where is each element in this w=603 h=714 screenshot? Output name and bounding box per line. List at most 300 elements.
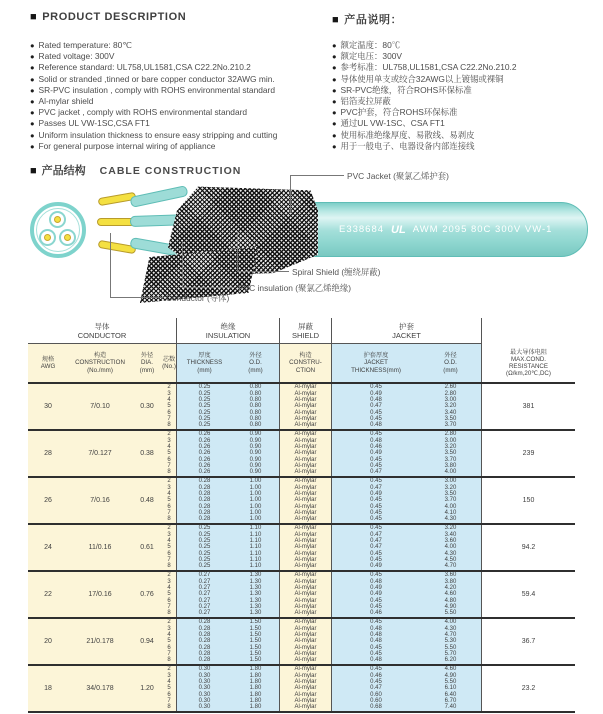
jacket-od-cell-value: 4.50 bbox=[444, 557, 457, 564]
column-header-cell bbox=[420, 344, 482, 382]
jacket-thickness-cell bbox=[332, 478, 420, 523]
insulation-od-cell-value: 1.10 bbox=[249, 544, 262, 551]
group-header-text: JACKET bbox=[392, 330, 421, 340]
jacket-od-cell-value: 4.90 bbox=[444, 672, 457, 679]
jacket-thickness-cell-value: 0.45 bbox=[370, 678, 382, 685]
group-header-cell bbox=[28, 318, 177, 344]
desc-item-en-text: For general purpose internal wiring of appliance bbox=[38, 140, 216, 151]
construction-cell: 7/0.16 bbox=[68, 478, 132, 523]
circle-bullet-icon: ● bbox=[30, 63, 35, 73]
cores-cell-value: 4 bbox=[167, 678, 171, 685]
cores-cell-value: 7 bbox=[167, 557, 171, 564]
jacket-od-cell-value: 5.70 bbox=[444, 651, 457, 658]
shield-construction-cell-value: Al-mylar bbox=[294, 704, 317, 711]
shield-construction-cell-value: Al-mylar bbox=[294, 469, 317, 476]
cores-cell-value: 4 bbox=[167, 396, 171, 403]
insulation-thickness-cell-value: 0.28 bbox=[198, 631, 211, 638]
group-header-text: INSULATION bbox=[205, 330, 251, 340]
jacket-thickness-cell-value: 0.45 bbox=[370, 503, 382, 510]
column-header-text: (No./mm) bbox=[87, 366, 113, 374]
conductor-leader-line bbox=[110, 233, 111, 298]
insulation-thickness-cell-value: 0.30 bbox=[198, 685, 211, 692]
jacket-thickness-cell-value: 0.45 bbox=[370, 416, 382, 423]
table-group-header-row bbox=[28, 318, 575, 344]
desc-item-zh-text: SR-PVC绝缘，符合ROHS环保标准 bbox=[340, 84, 472, 95]
shield-construction-cell-value: Al-mylar bbox=[294, 531, 317, 538]
column-header-text: O.D. bbox=[444, 359, 457, 367]
jacket-od-cell-value: 4.30 bbox=[444, 625, 457, 632]
insulation-od-cell-value: 0.80 bbox=[249, 403, 262, 410]
column-header-cell bbox=[332, 344, 420, 382]
product-description-title-en: ■ PRODUCT DESCRIPTION bbox=[30, 11, 187, 23]
desc-item-zh bbox=[332, 85, 517, 96]
insulation-thickness-cell bbox=[177, 478, 232, 523]
square-bullet-icon: ■ bbox=[30, 165, 37, 177]
desc-item-en bbox=[30, 40, 277, 51]
insulation-od-cell-value: 1.10 bbox=[249, 525, 262, 532]
cores-cell-value: 3 bbox=[167, 437, 171, 444]
insulation-thickness-cell-value: 0.25 bbox=[198, 531, 211, 538]
shield-construction-cell bbox=[280, 525, 332, 570]
desc-item-en-text: SR-PVC insulation , comply with ROHS environmental standard bbox=[38, 84, 275, 95]
cross-section-core bbox=[59, 229, 76, 246]
jacket-thickness-cell-value: 0.48 bbox=[370, 625, 382, 632]
cores-cell-value: 8 bbox=[167, 516, 171, 523]
shield-construction-cell-value: Al-mylar bbox=[294, 604, 317, 611]
shield-construction-cell-value: Al-mylar bbox=[294, 631, 317, 638]
jacket-od-cell bbox=[420, 619, 482, 664]
insulation-thickness-cell-value: 0.28 bbox=[198, 657, 211, 664]
jacket-od-cell-value: 5.50 bbox=[444, 610, 457, 617]
shield-construction-cell bbox=[280, 431, 332, 476]
insulation-thickness-cell-value: 0.30 bbox=[198, 698, 211, 705]
shield-leader-line bbox=[237, 231, 238, 272]
cores-cell-value: 7 bbox=[167, 651, 171, 658]
jacket-od-cell-value: 3.20 bbox=[444, 443, 457, 450]
insulation-thickness-cell-value: 0.27 bbox=[198, 578, 211, 585]
jacket-od-cell bbox=[420, 572, 482, 617]
desc-item-en-text: Passes UL VW-1SC,CSA FT1 bbox=[38, 118, 150, 129]
jacket-od-cell-value: 3.00 bbox=[444, 478, 457, 485]
jacket-od-cell-value: 5.50 bbox=[444, 644, 457, 651]
column-header-text: JACKET bbox=[364, 359, 388, 367]
shield-construction-cell-value: Al-mylar bbox=[294, 450, 317, 457]
insulation-thickness-cell-value: 0.25 bbox=[198, 525, 211, 532]
insulation-thickness-cell-value: 0.30 bbox=[198, 678, 211, 685]
awg-cell: 24 bbox=[28, 525, 68, 570]
column-header-text: THICKNESS(mm) bbox=[351, 366, 401, 374]
jacket-thickness-cell-value: 0.45 bbox=[370, 463, 382, 470]
insulation-od-cell-value: 1.10 bbox=[249, 537, 262, 544]
shield-construction-cell-value: Al-mylar bbox=[294, 597, 317, 604]
jacket-od-cell-value: 3.20 bbox=[444, 484, 457, 491]
group-header-cell bbox=[482, 318, 575, 344]
jacket-thickness-cell-value: 0.48 bbox=[370, 437, 382, 444]
dia-cell: 0.38 bbox=[132, 431, 162, 476]
jacket-od-cell-value: 4.80 bbox=[444, 597, 457, 604]
desc-item-en-text: Rated voltage: 300V bbox=[38, 51, 115, 62]
shield-construction-cell bbox=[280, 384, 332, 429]
desc-item-zh bbox=[332, 62, 517, 73]
conductor-label: Conductor (导体) bbox=[166, 293, 230, 303]
cross-section-core bbox=[49, 211, 66, 228]
desc-item-en-text: Reference standard: UL758,UL1581,CSA C22.2No.210.2 bbox=[38, 62, 251, 73]
insulation-od-cell bbox=[232, 619, 280, 664]
pvc-jacket-label: PVC Jacket (聚氯乙烯护套) bbox=[347, 171, 449, 181]
cores-cell-value: 4 bbox=[167, 537, 171, 544]
cores-cell-value: 3 bbox=[167, 531, 171, 538]
jacket-thickness-cell-value: 0.45 bbox=[370, 550, 382, 557]
insulation-thickness-cell-value: 0.25 bbox=[198, 557, 211, 564]
jacket-thickness-cell bbox=[332, 619, 420, 664]
insulation-thickness-cell-value: 0.25 bbox=[198, 384, 211, 391]
desc-item-zh-text: PVC护套，符合ROHS环保标准 bbox=[340, 107, 458, 118]
shield-construction-cell-value: Al-mylar bbox=[294, 578, 317, 585]
resistance-cell: 381 bbox=[522, 403, 535, 410]
jacket-cert-number: E338684 bbox=[339, 224, 385, 235]
desc-item-zh-text: 铝箔麦拉屏蔽 bbox=[340, 96, 391, 107]
jacket-od-cell-value: 3.60 bbox=[444, 572, 457, 579]
shield-construction-cell-value: Al-mylar bbox=[294, 422, 317, 429]
jacket-od-cell bbox=[420, 384, 482, 429]
column-header-text: 构造 bbox=[299, 352, 312, 360]
jacket-od-cell-value: 4.20 bbox=[444, 584, 457, 591]
jacket-thickness-cell-value: 0.47 bbox=[370, 537, 382, 544]
cores-cell-value: 6 bbox=[167, 503, 171, 510]
jacket-thickness-cell-value: 0.48 bbox=[370, 422, 382, 429]
jacket-od-cell-value: 4.60 bbox=[444, 666, 457, 673]
table-row bbox=[28, 384, 575, 431]
jacket-od-cell-value: 3.70 bbox=[444, 497, 457, 504]
jacket-od-cell-value: 4.60 bbox=[444, 591, 457, 598]
jacket-thickness-cell-value: 0.45 bbox=[370, 644, 382, 651]
jacket-od-cell-value: 4.00 bbox=[444, 544, 457, 551]
cores-cell-value: 6 bbox=[167, 597, 171, 604]
table-row bbox=[28, 431, 575, 478]
circle-bullet-icon: ● bbox=[30, 108, 35, 118]
insulation-thickness-cell-value: 0.28 bbox=[198, 644, 211, 651]
circle-bullet-icon: ● bbox=[332, 41, 337, 50]
insulation-od-cell-value: 0.90 bbox=[249, 443, 262, 450]
shield-construction-cell-value: Al-mylar bbox=[294, 672, 317, 679]
circle-bullet-icon: ● bbox=[30, 97, 35, 107]
insulation-thickness-cell-value: 0.28 bbox=[198, 497, 211, 504]
jacket-od-cell-value: 3.80 bbox=[444, 463, 457, 470]
group-header-text: 绝缘 bbox=[220, 321, 236, 331]
desc-item-zh bbox=[332, 107, 517, 118]
column-header-text: 芯数 bbox=[162, 355, 176, 363]
circle-bullet-icon: ● bbox=[30, 74, 35, 84]
insulation-thickness-cell-value: 0.25 bbox=[198, 416, 211, 423]
circle-bullet-icon: ● bbox=[30, 130, 35, 140]
shield-construction-cell-value: Al-mylar bbox=[294, 698, 317, 705]
insulation-od-cell-value: 1.00 bbox=[249, 478, 262, 485]
jacket-od-cell bbox=[420, 431, 482, 476]
jacket-thickness-cell bbox=[332, 384, 420, 429]
jacket-od-cell-value: 3.20 bbox=[444, 525, 457, 532]
cores-cell-value: 8 bbox=[167, 657, 171, 664]
insulation-od-cell-value: 0.90 bbox=[249, 456, 262, 463]
desc-item-en bbox=[30, 141, 277, 152]
column-header-text: DIA. bbox=[140, 359, 154, 367]
shield-construction-cell-value: Al-mylar bbox=[294, 691, 317, 698]
insulation-thickness-cell-value: 0.28 bbox=[198, 651, 211, 658]
product-description-list-en bbox=[30, 40, 277, 152]
insulation-od-cell-value: 0.90 bbox=[249, 463, 262, 470]
cores-cell bbox=[162, 619, 177, 664]
shield-construction-cell-value: Al-mylar bbox=[294, 525, 317, 532]
table-row bbox=[28, 619, 575, 666]
insulation-thickness-cell-value: 0.26 bbox=[198, 431, 211, 438]
shield-construction-cell-value: Al-mylar bbox=[294, 516, 317, 523]
group-header-text: 导体 bbox=[94, 321, 110, 331]
jacket-thickness-cell bbox=[332, 525, 420, 570]
jacket-od-cell bbox=[420, 525, 482, 570]
dia-cell: 0.94 bbox=[132, 619, 162, 664]
shield-construction-cell-value: Al-mylar bbox=[294, 610, 317, 617]
insulation-thickness-cell-value: 0.30 bbox=[198, 666, 211, 673]
insulation-od-cell-value: 1.50 bbox=[249, 657, 262, 664]
column-header-text: CONSTRU- bbox=[289, 359, 322, 367]
resistance-cell: 23.2 bbox=[521, 685, 536, 692]
cores-cell-value: 3 bbox=[167, 484, 171, 491]
jacket-spec-text: AWM 2095 80C 300V VW-1 bbox=[412, 224, 553, 235]
insulation-od-cell-value: 1.00 bbox=[249, 484, 262, 491]
insulation-od-cell-value: 1.50 bbox=[249, 638, 262, 645]
jacket-od-cell-value: 5.30 bbox=[444, 638, 457, 645]
cores-cell bbox=[162, 478, 177, 523]
jacket-thickness-cell-value: 0.49 bbox=[370, 490, 382, 497]
cores-cell-value: 3 bbox=[167, 625, 171, 632]
shield-construction-cell-value: Al-mylar bbox=[294, 490, 317, 497]
desc-item-en bbox=[30, 118, 277, 129]
cores-cell-value: 5 bbox=[167, 403, 171, 410]
column-header-text: 外径 bbox=[140, 352, 154, 360]
shield-construction-cell-value: Al-mylar bbox=[294, 625, 317, 632]
insulation-od-cell-value: 1.80 bbox=[249, 698, 262, 705]
insulation-thickness-cell-value: 0.27 bbox=[198, 572, 211, 579]
desc-item-en-text: Solid or stranded ,tinned or bare copper conductor 32AWG min. bbox=[38, 73, 275, 84]
cores-cell-value: 4 bbox=[167, 584, 171, 591]
desc-item-zh-text: 参考标准：UL758,UL1581,CSA C22.2No.210.2 bbox=[340, 62, 517, 73]
column-header-text: AWG bbox=[40, 363, 56, 370]
jacket-thickness-cell-value: 0.45 bbox=[370, 597, 382, 604]
desc-item-zh bbox=[332, 51, 517, 62]
cores-cell bbox=[162, 666, 177, 711]
jacket-od-cell-value: 3.70 bbox=[444, 422, 457, 429]
jacket-od-cell-value: 3.40 bbox=[444, 409, 457, 416]
desc-item-zh-text: 使用标准绝缘厚度、易散线、易剥皮 bbox=[340, 129, 475, 140]
jacket-thickness-cell-value: 0.45 bbox=[370, 497, 382, 504]
cores-cell-value: 2 bbox=[167, 431, 171, 438]
jacket-od-cell-value: 6.40 bbox=[444, 691, 457, 698]
desc-item-zh bbox=[332, 141, 517, 152]
construction-cell: 7/0.10 bbox=[68, 384, 132, 429]
insulation-thickness-cell-value: 0.26 bbox=[198, 469, 211, 476]
product-description-list-zh bbox=[332, 40, 517, 152]
column-header-text: 护套厚度 bbox=[363, 352, 389, 360]
shield-construction-cell-value: Al-mylar bbox=[294, 584, 317, 591]
insulation-od-cell-value: 1.30 bbox=[249, 584, 262, 591]
cores-cell-value: 5 bbox=[167, 497, 171, 504]
shield-construction-cell-value: Al-mylar bbox=[294, 484, 317, 491]
column-header-text: (mm) bbox=[139, 366, 155, 374]
jacket-thickness-cell-value: 0.45 bbox=[370, 510, 382, 517]
insulation-od-cell-value: 0.80 bbox=[249, 396, 262, 403]
insulation-od-cell-value: 1.80 bbox=[249, 666, 262, 673]
cable-construction-section bbox=[0, 158, 603, 318]
shield-construction-cell-value: Al-mylar bbox=[294, 384, 317, 391]
insulation-thickness-cell bbox=[177, 431, 232, 476]
table-column-header-row bbox=[28, 344, 575, 384]
shield-construction-cell bbox=[280, 572, 332, 617]
jacket-thickness-cell bbox=[332, 666, 420, 711]
insulation-thickness-cell-value: 0.27 bbox=[198, 610, 211, 617]
desc-item-zh bbox=[332, 118, 517, 129]
cores-cell-value: 8 bbox=[167, 563, 171, 570]
insulation-od-cell-value: 1.30 bbox=[249, 578, 262, 585]
cores-cell-value: 8 bbox=[167, 469, 171, 476]
spec-table bbox=[28, 318, 575, 713]
shield-construction-cell-value: Al-mylar bbox=[294, 550, 317, 557]
insulation-od-cell bbox=[232, 478, 280, 523]
cores-cell-value: 7 bbox=[167, 698, 171, 705]
column-header-text: CONSTRUCTION bbox=[75, 359, 125, 367]
table-row bbox=[28, 478, 575, 525]
insulation-thickness-cell-value: 0.25 bbox=[198, 396, 211, 403]
jacket-od-cell-value: 4.00 bbox=[444, 619, 457, 626]
jacket-thickness-cell-value: 0.46 bbox=[370, 672, 382, 679]
circle-bullet-icon: ● bbox=[332, 63, 337, 73]
insulation-thickness-cell-value: 0.25 bbox=[198, 544, 211, 551]
jacket-thickness-cell-value: 0.45 bbox=[370, 431, 382, 438]
dia-cell: 0.76 bbox=[132, 572, 162, 617]
column-header-text: O.D. bbox=[249, 359, 262, 367]
cable-cross-section bbox=[30, 202, 86, 258]
jacket-od-cell-value: 3.60 bbox=[444, 537, 457, 544]
insulation-od-cell-value: 1.30 bbox=[249, 591, 262, 598]
insulation-od-cell-value: 1.10 bbox=[249, 531, 262, 538]
jacket-thickness-cell-value: 0.47 bbox=[370, 544, 382, 551]
insulation-od-cell-value: 0.90 bbox=[249, 450, 262, 457]
insulation-thickness-cell-value: 0.28 bbox=[198, 478, 211, 485]
insulation-thickness-cell-value: 0.26 bbox=[198, 443, 211, 450]
cores-cell-value: 2 bbox=[167, 666, 171, 673]
insulation-od-cell-value: 1.00 bbox=[249, 490, 262, 497]
desc-item-zh-text: 额定电压：300V bbox=[340, 51, 402, 62]
circle-bullet-icon: ● bbox=[332, 52, 337, 62]
insulation-thickness-cell-value: 0.30 bbox=[198, 691, 211, 698]
jacket-thickness-cell-value: 0.68 bbox=[370, 704, 382, 711]
jacket-od-cell-value: 4.30 bbox=[444, 550, 457, 557]
desc-item-zh-text: 用于一般电子、电器设备内部连接线 bbox=[340, 140, 475, 151]
shield-construction-cell-value: Al-mylar bbox=[294, 619, 317, 626]
insulation-od-cell-value: 1.50 bbox=[249, 619, 262, 626]
jacket-leader-line bbox=[290, 175, 344, 176]
shield-construction-cell-value: Al-mylar bbox=[294, 463, 317, 470]
insulation-thickness-cell-value: 0.28 bbox=[198, 484, 211, 491]
cores-cell-value: 6 bbox=[167, 691, 171, 698]
shield-construction-cell-value: Al-mylar bbox=[294, 510, 317, 517]
insulation-od-cell-value: 0.90 bbox=[249, 469, 262, 476]
cores-cell-value: 6 bbox=[167, 456, 171, 463]
shield-construction-cell-value: Al-mylar bbox=[294, 651, 317, 658]
desc-item-zh-text: 额定温度：80℃ bbox=[340, 40, 401, 50]
jacket-od-cell-value: 3.40 bbox=[444, 531, 457, 538]
column-header-text: (No.) bbox=[162, 363, 176, 370]
shield-construction-cell-value: Al-mylar bbox=[294, 563, 317, 570]
column-header-cell bbox=[132, 344, 162, 382]
insulation-od-cell bbox=[232, 666, 280, 711]
group-header-cell bbox=[332, 318, 482, 344]
jacket-thickness-cell bbox=[332, 572, 420, 617]
shield-construction-cell-value: Al-mylar bbox=[294, 478, 317, 485]
group-header-text: 护套 bbox=[399, 321, 414, 331]
jacket-thickness-cell-value: 0.48 bbox=[370, 657, 382, 664]
jacket-od-cell-value: 6.10 bbox=[444, 685, 457, 692]
jacket-thickness-cell-value: 0.60 bbox=[370, 698, 382, 705]
jacket-od-cell bbox=[420, 478, 482, 523]
shield-construction-cell-value: Al-mylar bbox=[294, 572, 317, 579]
jacket-od-cell-value: 3.50 bbox=[444, 416, 457, 423]
circle-bullet-icon: ● bbox=[332, 85, 337, 95]
construction-cell: 34/0.178 bbox=[68, 666, 132, 711]
shield-construction-cell-value: Al-mylar bbox=[294, 544, 317, 551]
jacket-thickness-cell-value: 0.48 bbox=[370, 396, 382, 403]
jacket-print-text bbox=[339, 203, 552, 256]
jacket-od-cell-value: 4.00 bbox=[444, 503, 457, 510]
insulation-od-cell-value: 1.30 bbox=[249, 604, 262, 611]
jacket-od-cell-value: 4.70 bbox=[444, 631, 457, 638]
group-header-cell bbox=[177, 318, 280, 344]
dia-cell: 0.48 bbox=[132, 478, 162, 523]
shield-construction-cell-value: Al-mylar bbox=[294, 403, 317, 410]
awg-cell: 22 bbox=[28, 572, 68, 617]
insulation-thickness-cell-value: 0.26 bbox=[198, 437, 211, 444]
insulation-thickness-cell bbox=[177, 572, 232, 617]
insulation-thickness-cell-value: 0.25 bbox=[198, 390, 211, 397]
desc-item-zh bbox=[332, 40, 517, 51]
jacket-thickness-cell-value: 0.45 bbox=[370, 572, 382, 579]
shield-construction-cell-value: Al-mylar bbox=[294, 537, 317, 544]
table-row bbox=[28, 666, 575, 713]
insulation-od-cell bbox=[232, 384, 280, 429]
jacket-od-cell-value: 4.70 bbox=[444, 563, 457, 570]
cores-cell-value: 7 bbox=[167, 416, 171, 423]
shield-construction-cell-value: Al-mylar bbox=[294, 638, 317, 645]
cores-cell bbox=[162, 384, 177, 429]
shield-construction-cell-value: Al-mylar bbox=[294, 390, 317, 397]
column-header-text: (mm) bbox=[248, 366, 263, 374]
group-header-text: SHIELD bbox=[291, 330, 320, 340]
jacket-thickness-cell-value: 0.46 bbox=[370, 443, 382, 450]
cores-cell-value: 5 bbox=[167, 638, 171, 645]
insulation-thickness-cell-value: 0.28 bbox=[198, 619, 211, 626]
shield-construction-cell-value: Al-mylar bbox=[294, 591, 317, 598]
cable-construction-title bbox=[30, 162, 241, 178]
insulation-od-cell-value: 1.00 bbox=[249, 497, 262, 504]
cross-section-core bbox=[39, 229, 56, 246]
shield-leader-line bbox=[237, 271, 289, 272]
jacket-thickness-cell-value: 0.45 bbox=[370, 409, 382, 416]
shield-construction-cell-value: Al-mylar bbox=[294, 678, 317, 685]
insulation-thickness-cell-value: 0.25 bbox=[198, 550, 211, 557]
jacket-thickness-cell-value: 0.45 bbox=[370, 619, 382, 626]
shield-construction-cell-value: Al-mylar bbox=[294, 456, 317, 463]
circle-bullet-icon: ● bbox=[30, 52, 35, 62]
insulation-thickness-cell-value: 0.27 bbox=[198, 591, 211, 598]
cores-cell-value: 4 bbox=[167, 490, 171, 497]
